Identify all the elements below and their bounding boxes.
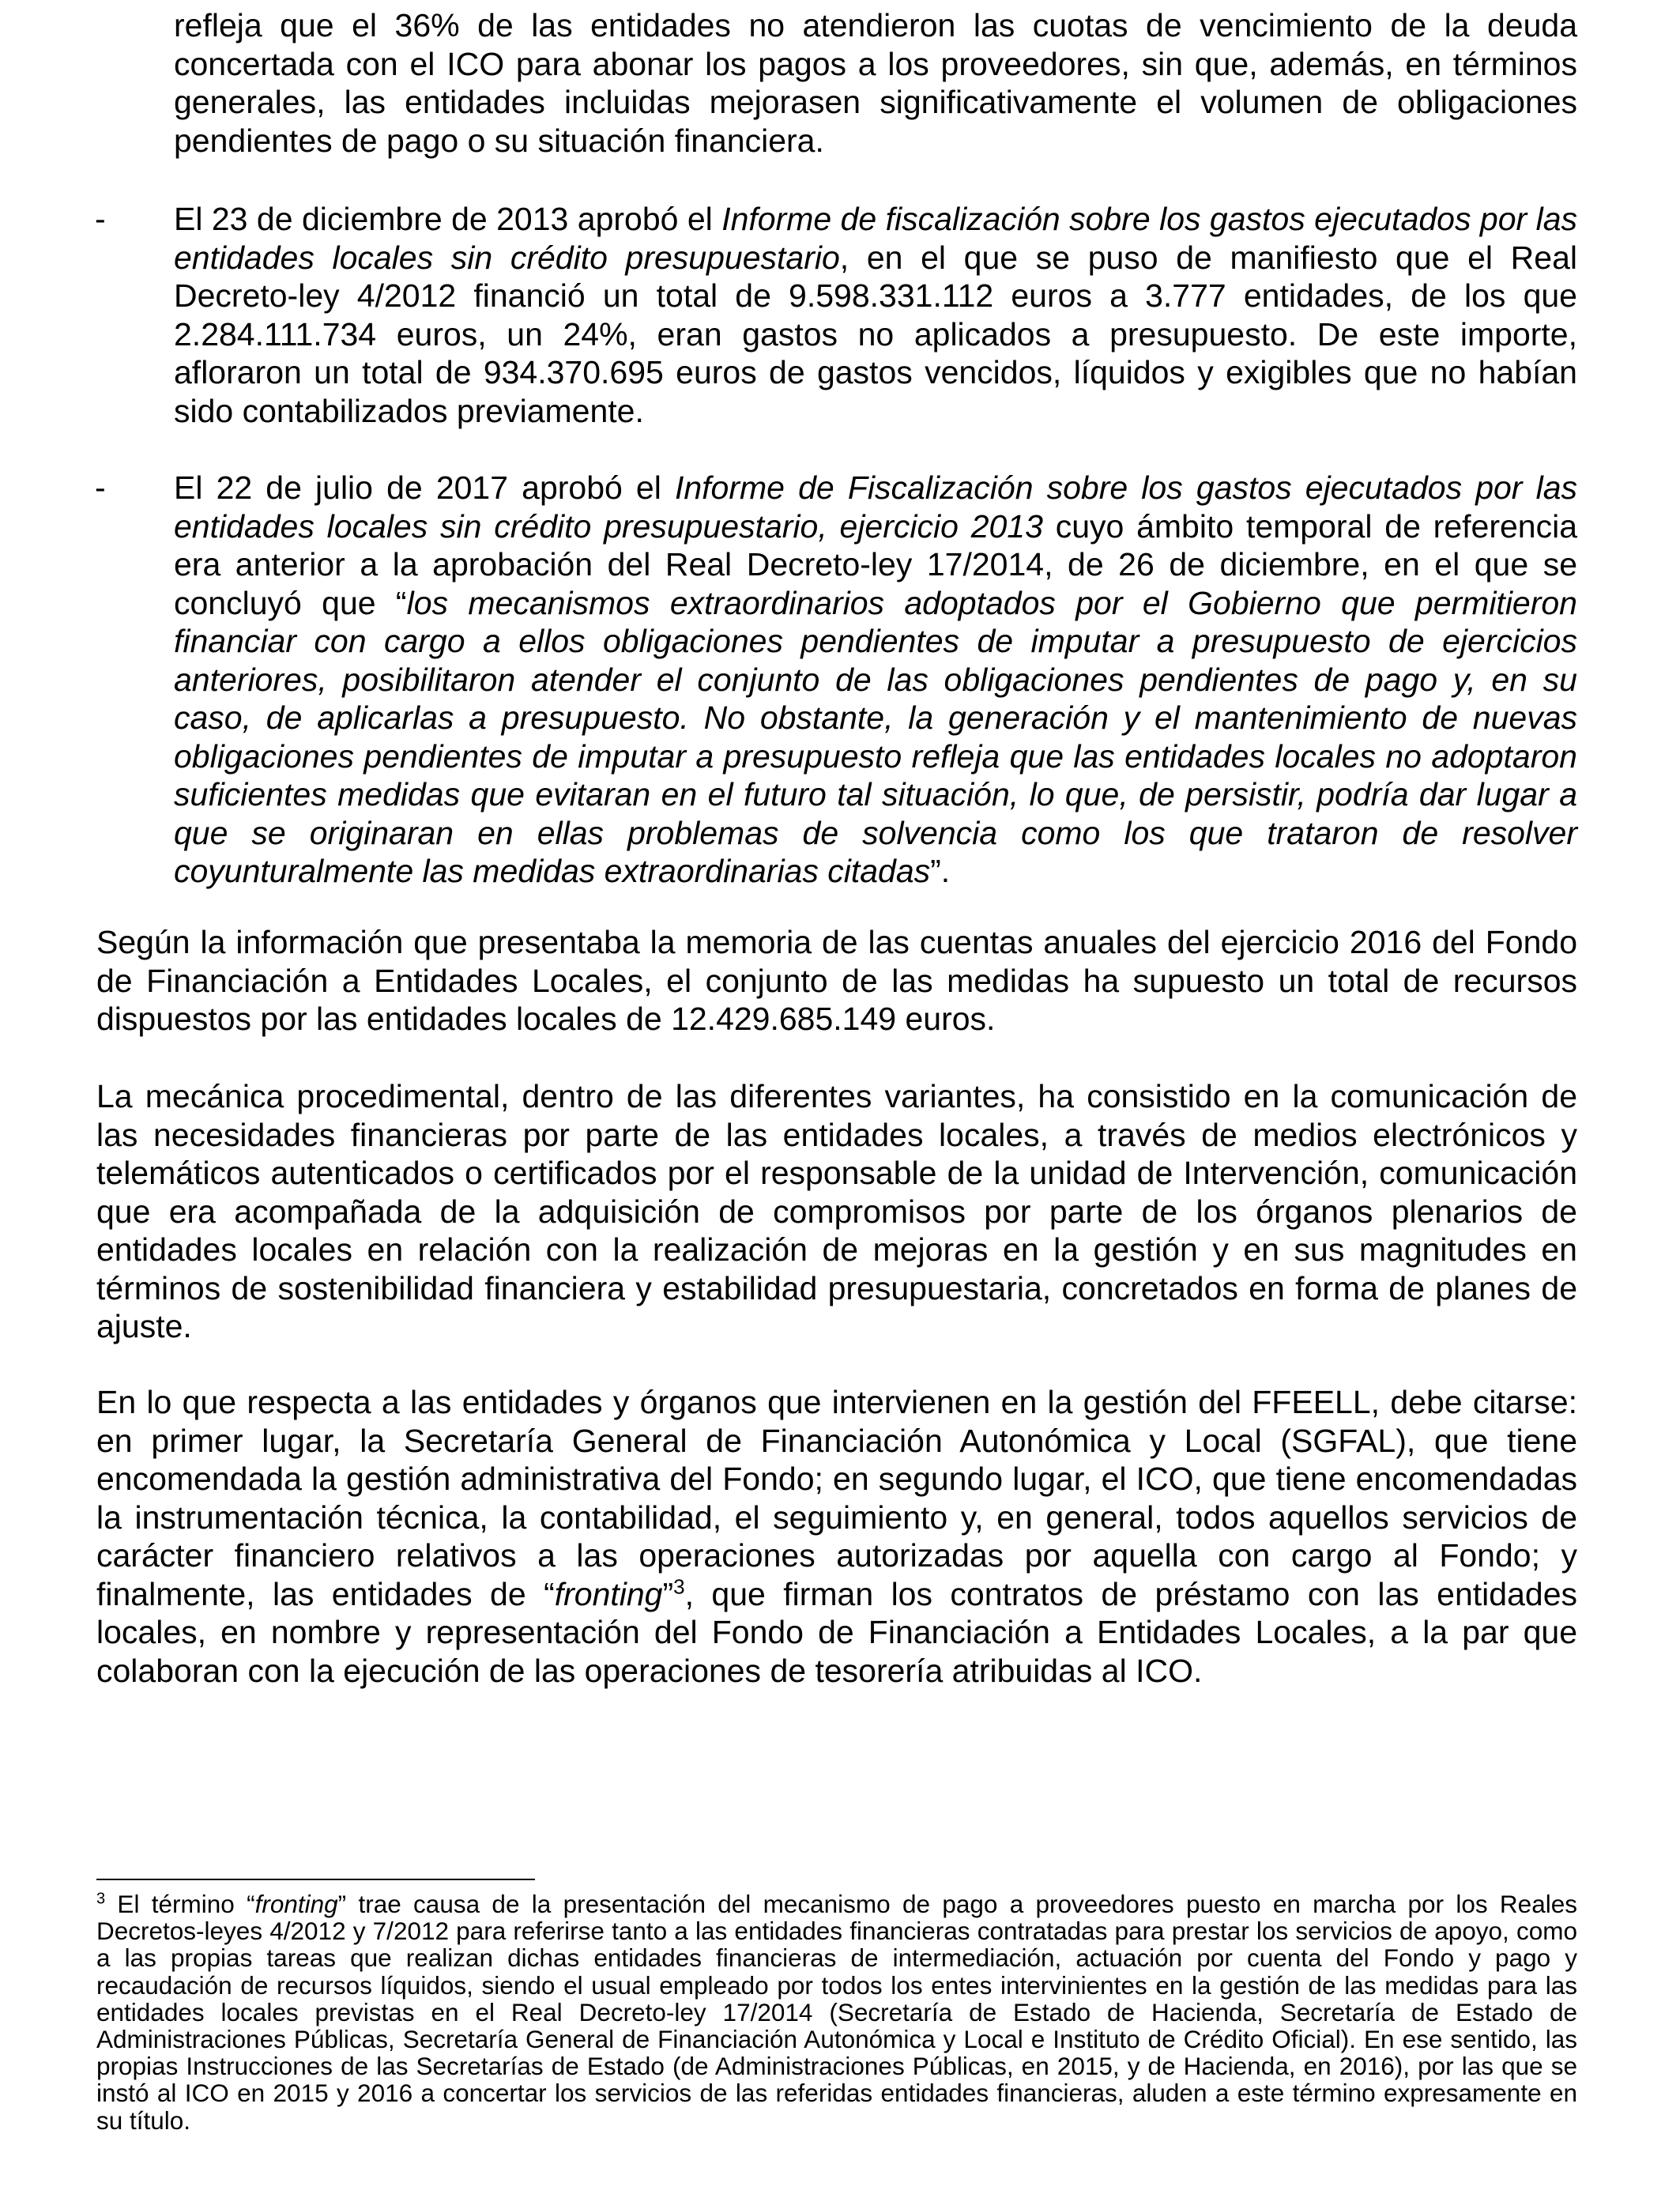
footnote-number: 3 <box>96 1890 106 1908</box>
paragraph <box>96 1383 1577 1690</box>
footnote-separator <box>96 1879 535 1880</box>
footnote-text: ” trae causa de la presentación del mecanismo de pago a proveedores puesto en marcha por los Reales Decretos-leyes 4/2012 y 7/2012 para referirse tanto a las entidades financieras contratadas para prestar los servicios de apoyo, como a las propias tareas que realizan dichas entidades financieras de intermediación, actuación por cuenta del Fondo y pago y recaudación de recursos líquidos, siendo el usual empleado por todos los entes intervinientes en la gestión de las medidas para las entidades locales previstas en el Real Decreto-ley 17/2014 (Secretaría de Estado de Hacienda, Secretaría de Estado de Administraciones Públicas, Secretaría General de Financiación Autonómica y Local e Instituto de Crédito Oficial). En ese sentido, las propias Instrucciones de las Secretarías de Estado (de Administraciones Públicas, en 2015, y de Hacienda, en 2016), por las que se instó al ICO en 2015 y 2016 a concertar los servicios de las referidas entidades financieras, aluden a este término expresamente en su título. <box>96 1890 1577 2135</box>
bullet-continuation <box>174 6 1577 160</box>
footnote-reference: 3 <box>673 1574 685 1598</box>
paragraph-text: La mecánica procedimental, dentro de las diferentes variantes, ha consistido en la comunicación de las necesidades financieras por parte de las entidades locales, a través de medios electrónicos y telemáticos autenticados o certificados por el responsable de la unidad de Intervención, comunicación que era acompañada de la adquisición de compromisos por parte de los órganos plenarios de entidades locales en relación con la realización de mejoras en la gestión y en sus magnitudes en términos de sostenibilidad financiera y estabilidad presupuestaria, concretados en forma de planes de ajuste. <box>96 1078 1577 1344</box>
paragraph-text: ” <box>662 1575 674 1612</box>
paragraph-text: En lo que respecta a las entidades y órganos que intervienen en la gestión del FFEELL, debe citarse: en primer lugar, la Secretaría General de Financiación Autonómica y Local (SGFAL), que tiene encomendada la gestión administrativa del Fondo; en segundo lugar, el ICO, que tiene encomendadas la instrumentación técnica, la contabilidad, el seguimiento y, en general, todos aquellos servicios de carácter financiero relativos a las operaciones autorizadas por aquella con cargo al Fondo; y finalmente, las entidades de “ <box>96 1384 1577 1612</box>
footnote <box>96 1891 1577 2134</box>
paragraph-text: , que firman los contratos de préstamo con las entidades locales, en nombre y representación del Fondo de Financiación a Entidades Locales, a la par que colaboran con la ejecución de las operaciones de tesorería atribuidas al ICO. <box>96 1575 1577 1689</box>
bullet-lead: El 22 de julio de 2017 aprobó el <box>174 469 675 506</box>
bullet-item <box>174 200 1577 430</box>
bullet-marker: - <box>95 201 106 237</box>
bullet-rest: , en el que se puso de manifiesto que el Real Decreto-ley 4/2012 financió un total de 9.598.331.112 euros a 3.777 entidades, de los que 2.284.111.734 euros, un 24%, eran gastos no aplicados a presupuesto. De este importe, afloraron un total de 934.370.695 euros de gastos vencidos, líquidos y exigibles que no habían sido contabilizados previamente. <box>174 239 1578 429</box>
bullet-item <box>174 469 1577 891</box>
bullet-middle: cuyo ámbito temporal de referencia era anterior a la aprobación del Real Decreto-ley 17/2014, de 26 de diciembre, en el que se concluyó que “ <box>174 507 1577 621</box>
bullet-marker: - <box>95 469 106 506</box>
paragraph <box>96 923 1577 1039</box>
footnote-text: El término “ <box>105 1890 255 1918</box>
report-title: Informe de fiscalización sobre los gastos ejecutados por las entidades locales sin crédito presupuestario <box>174 201 1577 276</box>
paragraph <box>96 1077 1577 1346</box>
fronting-term: fronting <box>254 1890 338 1918</box>
bullet-continuation-text: refleja que el 36% de las entidades no atendieron las cuotas de vencimiento de la deuda concertada con el ICO para abonar los pagos a los proveedores, sin que, además, en términos generales, las entidades incluidas mejorasen significativamente el volumen de obligaciones pendientes de pago o su situación financiera. <box>174 7 1577 159</box>
fronting-term: fronting <box>554 1575 663 1612</box>
bullet-lead: El 23 de diciembre de 2013 aprobó el <box>174 201 722 237</box>
report-title: Informe de Fiscalización sobre los gastos ejecutados por las entidades locales sin crédito presupuestario, ejercicio 2013 <box>174 469 1577 545</box>
bullet-end: ”. <box>930 853 951 889</box>
report-conclusion-quote: los mecanismos extraordinarios adoptados por el Gobierno que permitieron financiar con cargo a ellos obligaciones pendientes de imputar a presupuesto de ejercicios anteriores, posibilitaron atender el conjunto de las obligaciones pendientes de pago y, en su caso, de aplicarlas a presupuesto. No obstante, la generación y el mantenimiento de nuevas obligaciones pendientes de imputar a presupuesto refleja que las entidades locales no adoptaron suficientes medidas que evitaran en el futuro tal situación, lo que, de persistir, podría dar lugar a que se originaran en ellas problemas de solvencia como los que trataron de resolver coyunturalmente las medidas extraordinarias citadas <box>174 584 1577 889</box>
paragraph-text: Según la información que presentaba la memoria de las cuentas anuales del ejercicio 2016 del Fondo de Financiación a Entidades Locales, el conjunto de las medidas ha supuesto un total de recursos dispuestos por las entidades locales de 12.429.685.149 euros. <box>96 924 1577 1037</box>
